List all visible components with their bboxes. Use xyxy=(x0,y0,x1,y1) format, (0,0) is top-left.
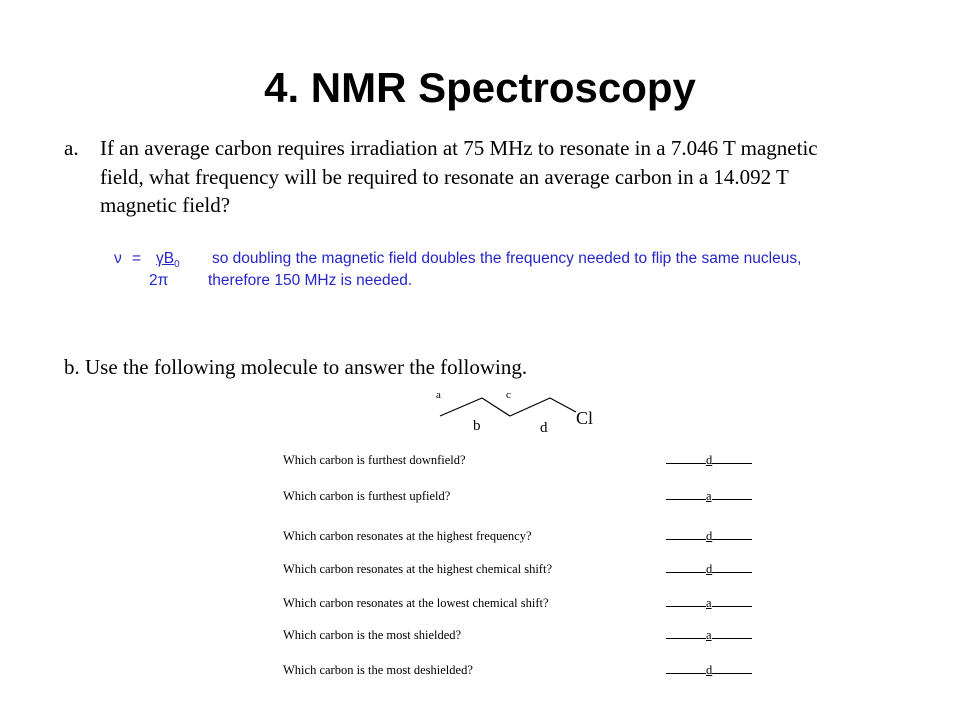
question-row xyxy=(283,660,763,680)
question-row xyxy=(283,486,763,506)
answer-field xyxy=(666,660,752,680)
question-text: Which carbon resonates at the highest chemical shift? xyxy=(283,562,552,576)
question-row xyxy=(283,526,763,546)
answer-field xyxy=(666,526,752,546)
question-a-text: If an average carbon requires irradiation at 75 MHz to resonate in a 7.046 T magnetic field, what frequency will be required to resonate an average carbon in a 14.092 T magnetic field? xyxy=(100,136,818,217)
question-text: Which carbon resonates at the lowest chemical shift? xyxy=(283,596,549,610)
page-title: 4. NMR Spectroscopy xyxy=(264,64,696,111)
answer-letter: d xyxy=(706,663,713,677)
answer-letter: a xyxy=(706,628,712,642)
question-text: Which carbon resonates at the highest frequency? xyxy=(283,529,532,543)
formula-numerator-text: γB xyxy=(156,250,175,267)
answer-a-explanation-line1: so doubling the magnetic field doubles the frequency needed to flip the same nucleus, xyxy=(212,250,802,267)
answer-letter: d xyxy=(706,529,713,543)
molecule-label-d: d xyxy=(540,420,548,436)
formula-numerator xyxy=(156,250,180,270)
question-b: b. Use the following molecule to answer the following. xyxy=(64,355,528,379)
question-row xyxy=(283,450,763,470)
question-row xyxy=(283,625,763,645)
question-a xyxy=(64,134,864,220)
answer-letter: d xyxy=(706,562,713,576)
question-text: Which carbon is furthest upfield? xyxy=(283,489,451,503)
formula-nu: ν xyxy=(114,250,122,267)
molecule-structure xyxy=(426,382,602,440)
answer-letter: d xyxy=(706,453,713,467)
answer-letter: a xyxy=(706,596,712,610)
molecule-substituent-cl: Cl xyxy=(576,408,594,428)
question-row xyxy=(283,559,763,579)
question-row xyxy=(283,593,763,613)
molecule-label-b: b xyxy=(473,418,481,434)
question-text: Which carbon is the most deshielded? xyxy=(283,663,473,677)
answer-letter: a xyxy=(706,489,712,503)
question-text: Which carbon is furthest downfield? xyxy=(283,453,466,467)
answer-a-explanation-line2: therefore 150 MHz is needed. xyxy=(208,272,413,289)
molecule-label-c: c xyxy=(506,389,511,401)
answer-field xyxy=(666,450,752,470)
question-list xyxy=(283,450,783,690)
question-a-marker: a. xyxy=(64,136,79,160)
answer-field xyxy=(666,625,752,645)
answer-field xyxy=(666,593,752,613)
formula-equals: = xyxy=(132,250,142,267)
answer-field xyxy=(666,559,752,579)
molecule-label-a: a xyxy=(436,389,441,401)
formula-numerator-subscript: 0 xyxy=(174,259,180,271)
answer-field xyxy=(666,486,752,506)
question-text: Which carbon is the most shielded? xyxy=(283,628,462,642)
formula-denominator: 2π xyxy=(149,272,169,289)
